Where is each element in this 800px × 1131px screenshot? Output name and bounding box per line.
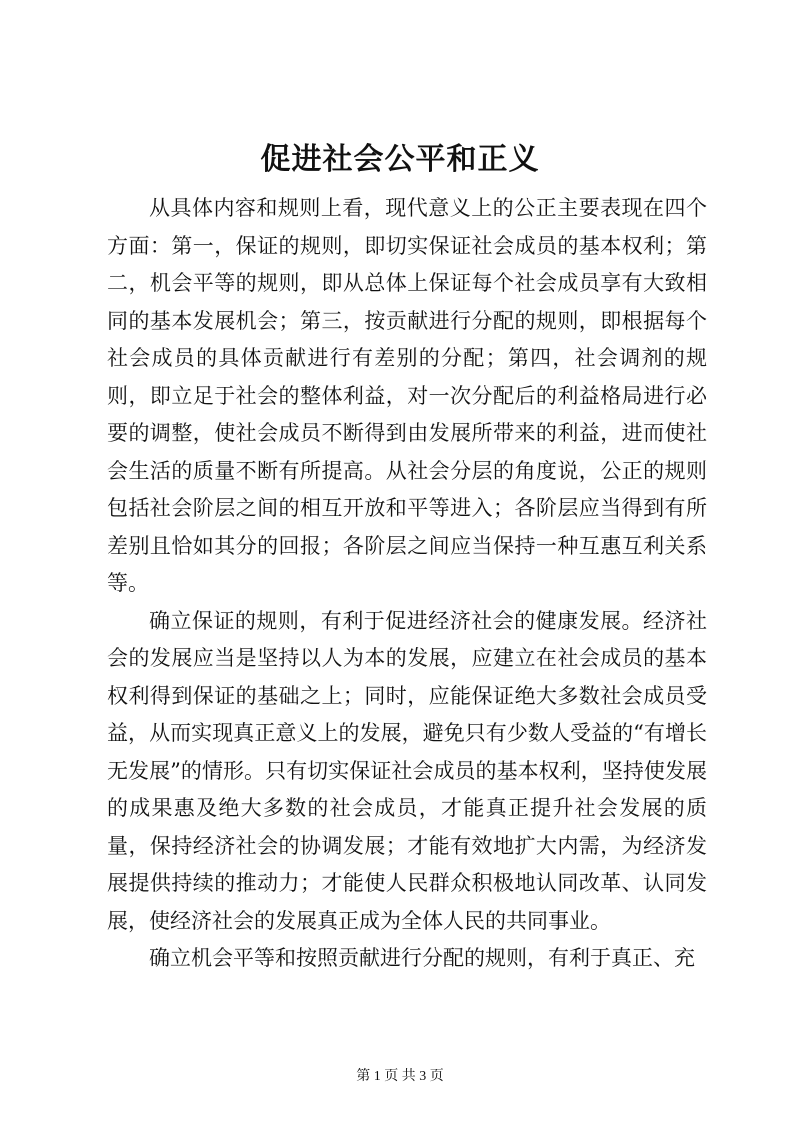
paragraph-2: 确立保证的规则，有利于促进经济社会的健康发展。经济社会的发展应当是坚持以人为本的发展，应建立在社会成员的基本权利得到保证的基础之上；同时，应能保证绝大多数社会成员受益，从而实现真正意义上的发展，避免只有少数人受益的“有增长无发展”的情形。只有切实保证社会成员的基本权利，坚持使发展的成果惠及绝大多数的社会成员，才能真正提升社会发展的质量，保持经济社会的协调发展；才能有效地扩大内需，为经济发展提供持续的推动力；才能使人民群众积极地认同改革、认同发展，使经济社会的发展真正成为全体人民的共同事业。 <box>107 608 707 933</box>
document-body <box>107 190 707 978</box>
page-number-footer: 第 1 页 共 3 页 <box>356 1069 444 1084</box>
paragraph-3: 确立机会平等和按照贡献进行分配的规则，有利于真正、充 <box>149 946 695 970</box>
paragraph-1: 从具体内容和规则上看，现代意义上的公正主要表现在四个方面：第一，保证的规则，即切实保证社会成员的基本权利；第二，机会平等的规则，即从总体上保证每个社会成员享有大致相同的基本发展机会；第三，按贡献进行分配的规则，即根据每个社会成员的具体贡献进行有差别的分配；第四，社会调剂的规则，即立足于社会的整体利益，对一次分配后的利益格局进行必要的调整，使社会成员不断得到由发展所带来的利益，进而使社会生活的质量不断有所提高。从社会分层的角度说，公正的规则包括社会阶层之间的相互开放和平等进入；各阶层应当得到有所差别且恰如其分的回报；各阶层之间应当保持一种互惠互利关系等。 <box>107 196 707 595</box>
document-title: 促进社会公平和正义 <box>260 142 540 177</box>
